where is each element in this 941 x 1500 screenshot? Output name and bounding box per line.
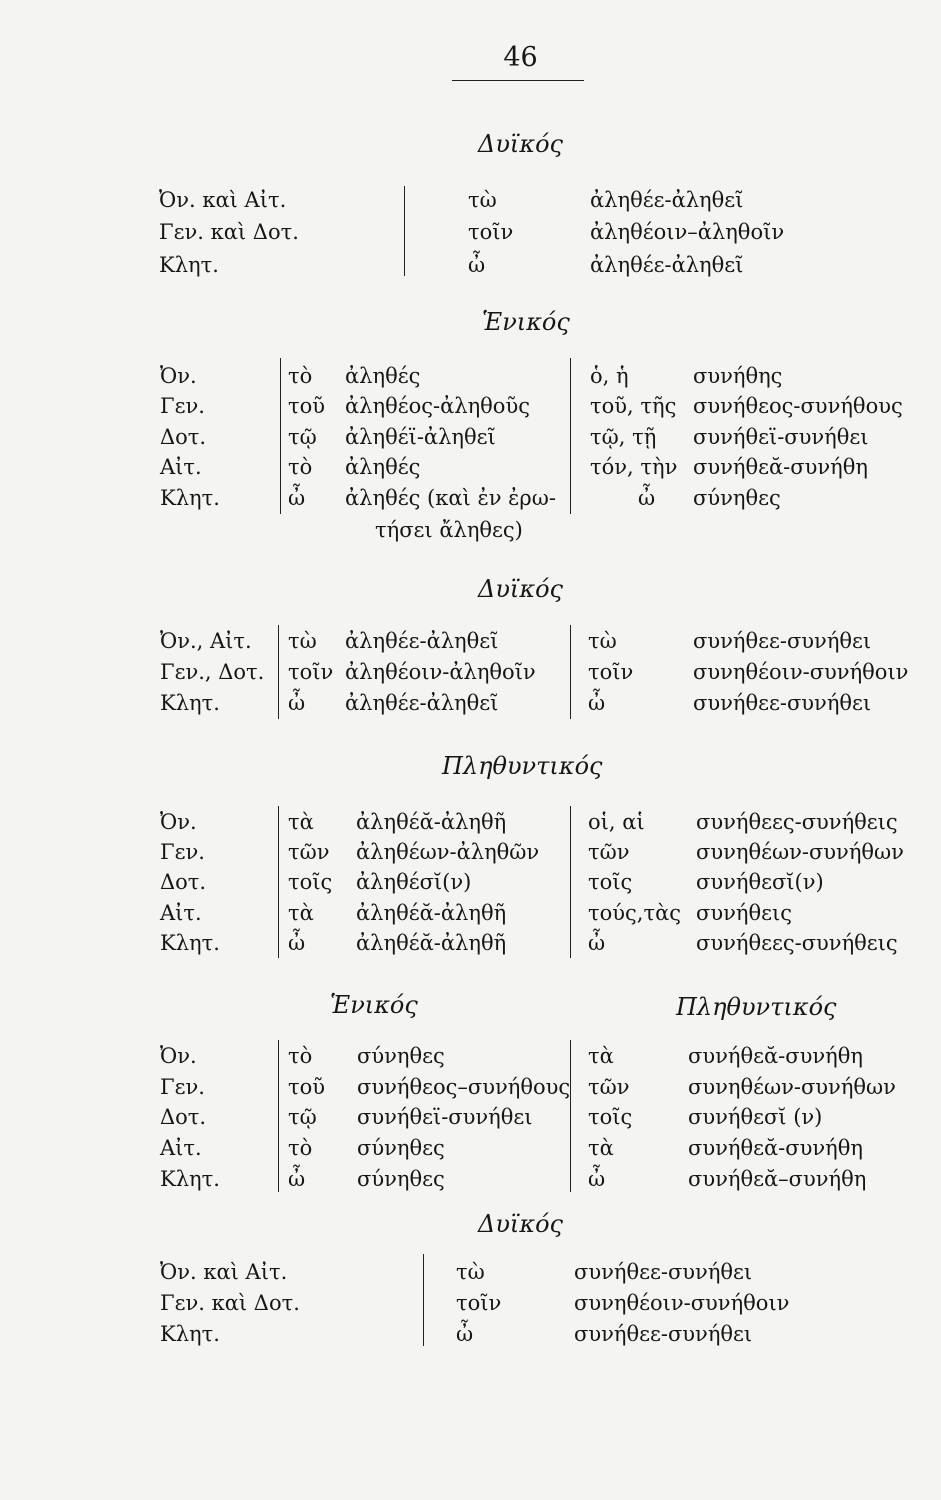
- t4-art2-4: ὦ: [588, 931, 606, 955]
- t2-form-0: ἀληθές: [345, 364, 421, 388]
- t2-case-2: Δοτ.: [160, 425, 207, 449]
- t3-form2-0: συνήθεε-συνήθει: [693, 629, 872, 653]
- t5-case-4: Κλητ.: [160, 1167, 220, 1191]
- t6-case-2: Κλητ.: [160, 1322, 220, 1346]
- table5-heading-singular: Ἑνικός: [330, 991, 418, 1019]
- t4-art-2: τοῖς: [288, 870, 333, 894]
- table2-divider-right: [570, 358, 571, 514]
- t4-form-2: ἀληθέσῐ(ν): [356, 870, 472, 894]
- t3-case-0: Ὀν., Αἰτ.: [160, 629, 252, 653]
- t3-form2-1: συνηθέοιν-συνήθοιν: [693, 660, 909, 684]
- table4-divider-right: [570, 806, 571, 958]
- t2-art2-0: ὁ, ἡ: [590, 364, 629, 388]
- t3-form-0: ἀληθέε-ἀληθεῖ: [345, 629, 499, 653]
- t4-art-4: ὦ: [288, 931, 306, 955]
- table3-divider-left: [278, 625, 279, 719]
- t5-form-3: σύνηθες: [357, 1136, 445, 1160]
- t1-art-1: τοῖν: [468, 220, 514, 244]
- table1-heading: Δυϊκός: [478, 130, 563, 158]
- t5-case-2: Δοτ.: [160, 1105, 207, 1129]
- t6-form-0: συνήθεε-συνήθει: [574, 1260, 753, 1284]
- t5-form2-2: συνήθεσῐ (ν): [688, 1105, 823, 1129]
- table5-divider-right: [570, 1040, 571, 1192]
- t4-case-1: Γεν.: [160, 840, 205, 864]
- t5-form-2: συνήθεϊ-συνήθει: [357, 1105, 533, 1129]
- t2-form-2: ἀληθέϊ-ἀληθεῖ: [345, 425, 496, 449]
- t5-form2-1: συνηθέων-συνήθων: [688, 1075, 896, 1099]
- t2-art2-4: ὦ: [638, 486, 656, 510]
- t4-form2-0: συνήθεες-συνήθεις: [696, 810, 898, 834]
- t1-case-1: Γεν. καὶ Δοτ.: [159, 220, 299, 244]
- t4-art-3: τὰ: [288, 901, 314, 925]
- t1-form-1: ἀληθέοιν–ἀληθοῖν: [590, 220, 785, 244]
- t5-case-1: Γεν.: [160, 1075, 205, 1099]
- t4-form2-3: συνήθεις: [696, 901, 792, 925]
- t3-form-1: ἀληθέοιν-ἀληθοῖν: [345, 660, 536, 684]
- t2-art2-1: τοῦ, τῆς: [590, 394, 677, 418]
- t4-form2-4: συνήθεες-συνήθεις: [696, 931, 898, 955]
- t1-case-2: Κλητ.: [159, 253, 219, 277]
- t2-art2-2: τῷ, τῇ: [590, 425, 657, 449]
- t4-art-1: τῶν: [288, 840, 330, 864]
- t5-case-3: Αἰτ.: [160, 1136, 202, 1160]
- t5-art-2: τῷ: [288, 1105, 317, 1129]
- t2-art-2: τῷ: [288, 425, 317, 449]
- table4-heading: Πληθυντικός: [442, 752, 603, 780]
- table3-divider-right: [570, 625, 571, 719]
- t2-art2-3: τόν, τὴν: [590, 455, 678, 479]
- t6-form-1: συνηθέοιν-συνήθοιν: [574, 1291, 790, 1315]
- t5-form-1: συνήθεος–συνήθους: [357, 1075, 571, 1099]
- t4-form2-2: συνήθεσῐ(ν): [696, 870, 824, 894]
- t2-form2-4: σύνηθες: [693, 486, 781, 510]
- t2-form2-0: συνήθης: [693, 364, 783, 388]
- t4-case-4: Κλητ.: [160, 931, 220, 955]
- t2-case-1: Γεν.: [160, 394, 205, 418]
- table6-heading: Δυϊκός: [478, 1210, 563, 1238]
- t4-art2-2: τοῖς: [588, 870, 633, 894]
- t2-art-4: ὦ: [288, 486, 306, 510]
- t5-art2-0: τὰ: [588, 1044, 614, 1068]
- t1-art-2: ὦ: [468, 253, 486, 277]
- t6-art-1: τοῖν: [456, 1291, 502, 1315]
- t4-form-0: ἀληθέᾰ-ἀληθῆ: [356, 810, 507, 834]
- t1-art-0: τὼ: [468, 188, 497, 212]
- t5-form2-4: συνήθεᾰ–συνήθη: [688, 1167, 867, 1191]
- t6-case-1: Γεν. καὶ Δοτ.: [160, 1291, 300, 1315]
- page-number: 46: [503, 42, 538, 73]
- t4-art2-1: τῶν: [588, 840, 630, 864]
- t2-art-0: τὸ: [288, 364, 313, 388]
- t5-form-0: σύνηθες: [357, 1044, 445, 1068]
- t1-form-0: ἀληθέε-ἀληθεῖ: [590, 188, 744, 212]
- t6-art-2: ὦ: [456, 1322, 474, 1346]
- t4-form2-1: συνηθέων-συνήθων: [696, 840, 904, 864]
- t6-form-2: συνήθεε-συνήθει: [574, 1322, 753, 1346]
- table5-heading-plural: Πληθυντικός: [676, 993, 837, 1021]
- t5-form2-3: συνήθεᾰ-συνήθη: [688, 1136, 863, 1160]
- t4-art-0: τὰ: [288, 810, 314, 834]
- t3-art-1: τοῖν: [288, 660, 334, 684]
- t2-form2-2: συνήθεϊ-συνήθει: [693, 425, 869, 449]
- t3-case-2: Κλητ.: [160, 691, 220, 715]
- table3-heading: Δυϊκός: [478, 575, 563, 603]
- t6-case-0: Ὀν. καὶ Αἰτ.: [160, 1260, 288, 1284]
- t4-art2-3: τούς,τὰς: [588, 901, 682, 925]
- t3-art-0: τὼ: [288, 629, 317, 653]
- t6-art-0: τὼ: [456, 1260, 485, 1284]
- t3-case-1: Γεν., Δοτ.: [160, 660, 265, 684]
- t2-form-3: ἀληθές: [345, 455, 421, 479]
- t2-art-1: τοῦ: [288, 394, 326, 418]
- t3-form-2: ἀληθέε-ἀληθεῖ: [345, 691, 499, 715]
- t4-case-3: Αἰτ.: [160, 901, 202, 925]
- table5-divider-left: [278, 1040, 279, 1192]
- table1-divider: [404, 186, 405, 276]
- table4-divider-left: [278, 806, 279, 958]
- t5-form-4: σύνηθες: [357, 1167, 445, 1191]
- t5-form2-0: συνήθεᾰ-συνήθη: [688, 1044, 863, 1068]
- t5-art-3: τὸ: [288, 1136, 313, 1160]
- t2-continuation: τήσει ἄληθες): [375, 518, 523, 542]
- t4-art2-0: οἱ, αἱ: [588, 810, 645, 834]
- t2-form-1: ἀληθέος-ἀληθοῦς: [345, 394, 530, 418]
- t4-form-1: ἀληθέων-ἀληθῶν: [356, 840, 540, 864]
- t2-art-3: τὸ: [288, 455, 313, 479]
- t3-art2-2: ὦ: [588, 691, 606, 715]
- t5-art2-3: τὰ: [588, 1136, 614, 1160]
- page-number-rule: [452, 80, 584, 81]
- t5-art2-2: τοῖς: [588, 1105, 633, 1129]
- t2-form2-1: συνήθεος-συνήθους: [693, 394, 903, 418]
- t4-case-2: Δοτ.: [160, 870, 207, 894]
- t2-case-3: Αἰτ.: [160, 455, 202, 479]
- table2-heading: Ἑνικός: [482, 308, 570, 336]
- t2-case-0: Ὀν.: [160, 364, 197, 388]
- t2-case-4: Κλητ.: [160, 486, 220, 510]
- t1-form-2: ἀληθέε-ἀληθεῖ: [590, 253, 744, 277]
- t1-case-0: Ὀν. καὶ Αἰτ.: [159, 188, 287, 212]
- t2-form2-3: συνήθεᾰ-συνήθη: [693, 455, 868, 479]
- t4-case-0: Ὀν.: [160, 810, 197, 834]
- t3-art2-1: τοῖν: [588, 660, 634, 684]
- t5-art-1: τοῦ: [288, 1075, 326, 1099]
- t3-art2-0: τὼ: [588, 629, 617, 653]
- t4-form-4: ἀληθέᾰ-ἀληθῆ: [356, 931, 507, 955]
- t5-art2-1: τῶν: [588, 1075, 630, 1099]
- t3-form2-2: συνήθεε-συνήθει: [693, 691, 872, 715]
- t2-form-4: ἀληθές (καὶ ἐν ἐρω-: [345, 486, 556, 510]
- t4-form-3: ἀληθέᾰ-ἀληθῆ: [356, 901, 507, 925]
- t5-art2-4: ὦ: [588, 1167, 606, 1191]
- table6-divider: [423, 1254, 424, 1346]
- t5-art-0: τὸ: [288, 1044, 313, 1068]
- t5-art-4: ὦ: [288, 1167, 306, 1191]
- t3-art-2: ὦ: [288, 691, 306, 715]
- t5-case-0: Ὀν.: [160, 1044, 197, 1068]
- table2-divider-left: [280, 358, 281, 514]
